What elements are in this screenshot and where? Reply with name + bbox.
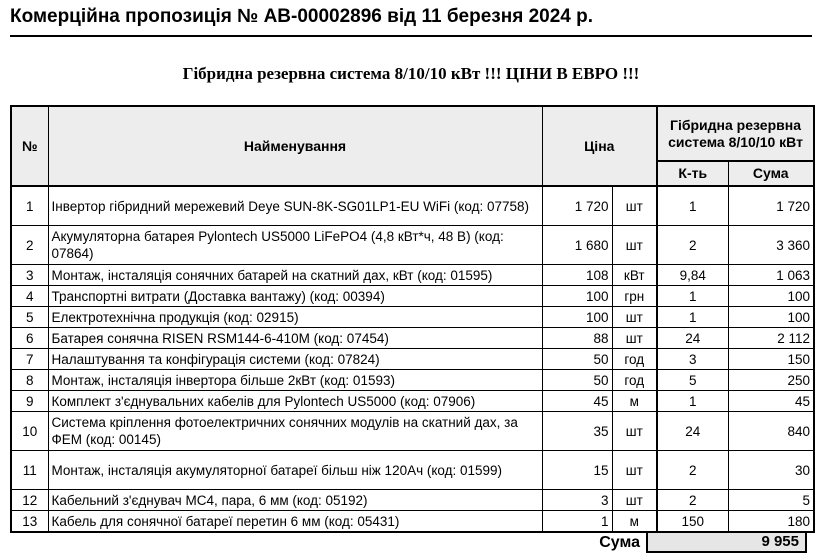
item-price: 3: [542, 490, 612, 511]
item-quantity: 1: [657, 307, 728, 328]
document-subtitle: Гібридна резервна система 8/10/10 кВт !!! ЦІНИ В ЕВРО !!!: [182, 64, 640, 83]
item-name: Кабель для сонячної батареї перетин 6 мм (код: 05431): [48, 511, 542, 533]
offer-table: [10, 105, 815, 533]
table-row: [11, 412, 814, 451]
item-quantity: 24: [657, 328, 728, 349]
item-number: 13: [11, 511, 48, 533]
item-quantity: 2: [657, 226, 728, 265]
item-unit: шт: [612, 186, 657, 226]
item-quantity: 2: [657, 490, 728, 511]
item-sum: 180: [728, 511, 814, 533]
item-name: Батарея сонячна RISEN RSM144-6-410M (код: 07454): [48, 328, 542, 349]
item-sum: 5: [728, 490, 814, 511]
item-quantity: 150: [657, 511, 728, 533]
item-number: 8: [11, 370, 48, 391]
col-header-price: Ціна: [542, 106, 657, 186]
offer-table-header: [11, 106, 814, 186]
item-sum: 30: [728, 451, 814, 490]
item-price: 108: [542, 265, 612, 286]
item-number: 9: [11, 391, 48, 412]
item-sum: 1 720: [728, 186, 814, 226]
item-unit: шт: [612, 412, 657, 451]
table-row: [11, 226, 814, 265]
item-price: 100: [542, 307, 612, 328]
table-row: [11, 307, 814, 328]
col-header-quantity: К-ть: [657, 161, 728, 186]
item-unit: м: [612, 511, 657, 533]
total-row: [10, 533, 813, 553]
item-name: Монтаж, інсталяція інвертора більше 2кВт (код: 01593): [48, 370, 542, 391]
table-row: [11, 490, 814, 511]
item-price: 50: [542, 370, 612, 391]
item-name: Монтаж, інсталяція акумуляторної батареї більш ніж 120Ач (код: 01599): [48, 451, 542, 490]
item-unit: шт: [612, 328, 657, 349]
table-row: [11, 370, 814, 391]
item-name: Акумуляторна батарея Pylontech US5000 LiFePO4 (4,8 кВт*ч, 48 В) (код: 07864): [48, 226, 542, 265]
item-price: 45: [542, 391, 612, 412]
item-quantity: 1: [657, 391, 728, 412]
item-unit: шт: [612, 226, 657, 265]
item-name: Комплект з'єднувальних кабелів для Pylontech US5000 (код: 07906): [48, 391, 542, 412]
item-quantity: 3: [657, 349, 728, 370]
item-number: 11: [11, 451, 48, 490]
item-number: 4: [11, 286, 48, 307]
item-quantity: 2: [657, 451, 728, 490]
table-row: [11, 391, 814, 412]
item-quantity: 1: [657, 286, 728, 307]
item-sum: 3 360: [728, 226, 814, 265]
item-number: 5: [11, 307, 48, 328]
total-value: 9 955: [646, 533, 807, 553]
item-unit: шт: [612, 451, 657, 490]
item-number: 6: [11, 328, 48, 349]
table-row: [11, 328, 814, 349]
item-unit: кВт: [612, 265, 657, 286]
item-name: Налаштування та конфігурація системи (код: 07824): [48, 349, 542, 370]
table-row: [11, 451, 814, 490]
col-header-name: Найменування: [48, 106, 542, 186]
table-row: [11, 265, 814, 286]
item-name: Електротехнічна продукція (код: 02915): [48, 307, 542, 328]
item-unit: шт: [612, 490, 657, 511]
item-name: Система кріплення фотоелектричних сонячних модулів на скатний дах, за ФЕМ (код: 00145): [48, 412, 542, 451]
table-row: [11, 511, 814, 533]
item-sum: 45: [728, 391, 814, 412]
col-header-number: №: [11, 106, 48, 186]
item-price: 88: [542, 328, 612, 349]
item-number: 1: [11, 186, 48, 226]
item-unit: м: [612, 391, 657, 412]
col-header-system-group: Гібридна резервна система 8/10/10 кВт: [657, 106, 814, 161]
item-sum: 100: [728, 286, 814, 307]
item-price: 100: [542, 286, 612, 307]
item-sum: 840: [728, 412, 814, 451]
document-title: Комерційна пропозиція № АВ-00002896 від 11 березня 2024 р.: [10, 0, 812, 37]
item-price: 50: [542, 349, 612, 370]
item-sum: 150: [728, 349, 814, 370]
item-sum: 1 063: [728, 265, 814, 286]
item-price: 1: [542, 511, 612, 533]
item-number: 10: [11, 412, 48, 451]
table-row: [11, 186, 814, 226]
item-name: Кабельний з'єднувач MC4, пара, 6 мм (код: 05192): [48, 490, 542, 511]
total-label: Сума: [599, 534, 640, 551]
item-sum: 250: [728, 370, 814, 391]
col-header-sum: Сума: [728, 161, 814, 186]
table-row: [11, 286, 814, 307]
item-number: 7: [11, 349, 48, 370]
item-sum: 2 112: [728, 328, 814, 349]
item-price: 1 720: [542, 186, 612, 226]
item-number: 2: [11, 226, 48, 265]
item-price: 1 680: [542, 226, 612, 265]
item-number: 12: [11, 490, 48, 511]
item-quantity: 1: [657, 186, 728, 226]
header-row-main: [11, 106, 814, 161]
item-unit: год: [612, 349, 657, 370]
item-price: 15: [542, 451, 612, 490]
item-name: Монтаж, інсталяція сонячних батарей на скатний дах, кВт (код: 01595): [48, 265, 542, 286]
item-sum: 100: [728, 307, 814, 328]
table-row: [11, 349, 814, 370]
item-unit: грн: [612, 286, 657, 307]
item-unit: год: [612, 370, 657, 391]
item-name: Інвертор гібридний мережевий Deye SUN-8K-SG01LP1-EU WiFi (код: 07758): [48, 186, 542, 226]
item-name: Транспортні витрати (Доставка вантажу) (код: 00394): [48, 286, 542, 307]
item-number: 3: [11, 265, 48, 286]
offer-table-body: [11, 186, 814, 532]
item-price: 35: [542, 412, 612, 451]
item-quantity: 5: [657, 370, 728, 391]
item-unit: шт: [612, 307, 657, 328]
item-quantity: 9,84: [657, 265, 728, 286]
item-quantity: 24: [657, 412, 728, 451]
